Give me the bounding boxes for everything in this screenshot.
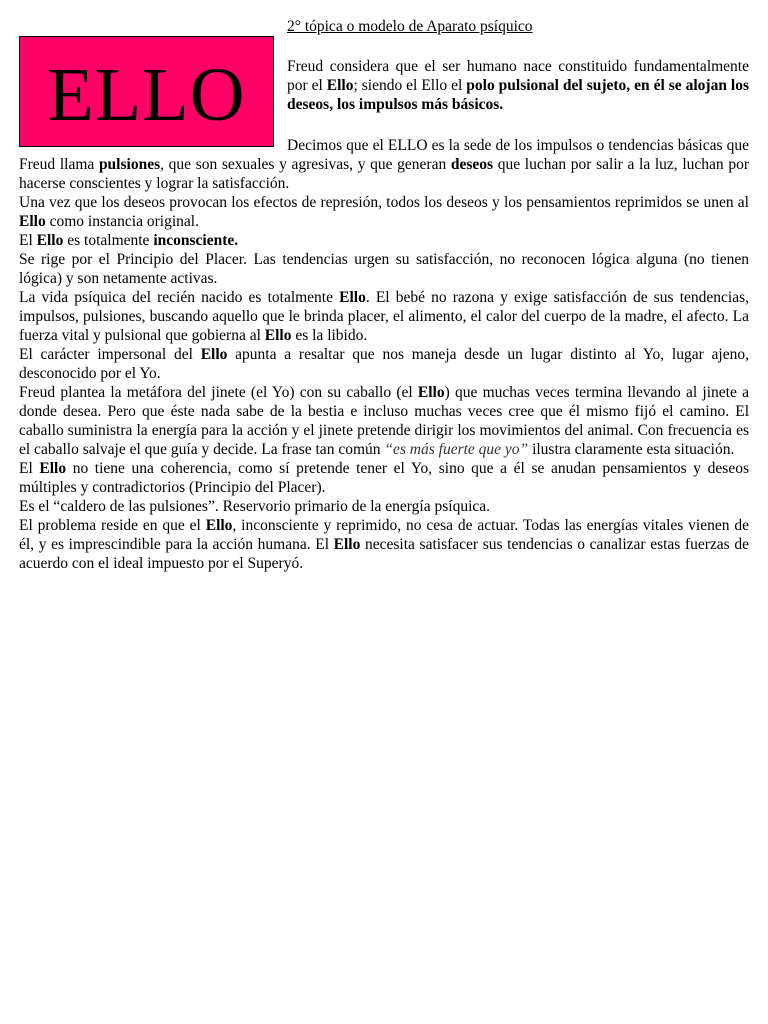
bold-term: inconsciente. — [153, 232, 239, 249]
bold-term: Ello — [339, 289, 366, 306]
paragraph-1 — [19, 136, 749, 193]
bold-term: Ello — [326, 77, 354, 94]
text-run: no tiene una coherencia, como sí pretende tener el Yo, sino que a él se anudan pensamientos y deseos múltiples y contradictorios (Principio del Placer). — [19, 460, 749, 496]
text-run: Decimos que el ELLO es la sede de los impulsos o tendencias básicas que Freud llama — [19, 137, 749, 173]
text-run: El carácter impersonal del — [19, 346, 201, 363]
intro-paragraph — [287, 57, 749, 114]
bold-term: Ello — [205, 517, 233, 534]
text-run: es la libido. — [291, 327, 368, 344]
body-text — [19, 136, 749, 573]
paragraph-6 — [19, 345, 749, 383]
bold-term: Ello — [39, 460, 67, 477]
text-run: La vida psíquica del recién nacido es totalmente — [19, 289, 340, 306]
bold-term: pulsiones — [98, 156, 161, 173]
text-run: , inconsciente y reprimido, no cesa de actuar. Todas las energías vitales vienen de él, y es imprescindible para la acción humana. El — [19, 517, 749, 553]
bold-term: deseos — [450, 156, 494, 173]
text-run: es totalmente — [63, 232, 154, 249]
paragraph-7 — [19, 383, 749, 459]
bold-term: Ello — [200, 346, 228, 363]
text-run: , que son sexuales y agresivas, y que generan — [160, 156, 451, 173]
text-run: que luchan por salir a la luz, luchan por hacerse conscientes y lograr la satisfacción. — [19, 156, 749, 192]
paragraph-10 — [19, 516, 749, 573]
text-run: ilustra claramente esta situación. — [528, 441, 735, 458]
text-run: Freud considera que el ser humano nace constituido fundamentalmente por el — [287, 58, 749, 94]
bold-term: polo pulsional del sujeto, en él se alojan los deseos, los impulsos más básicos. — [287, 77, 749, 113]
bold-term: Ello — [36, 232, 64, 249]
text-run: como instancia original. — [45, 213, 199, 230]
paragraph-3 — [19, 231, 749, 250]
paragraph-2 — [19, 193, 749, 231]
text-run: El — [19, 460, 40, 477]
bold-term: Ello — [333, 536, 361, 553]
text-run: El — [19, 232, 37, 249]
text-run: apunta a resaltar que nos maneja desde un lugar distinto al Yo, lugar ajeno, desconocido por el Yo. — [19, 346, 749, 382]
italic-quote: “es más fuerte que yo” — [384, 441, 529, 458]
text-run: necesita satisfacer sus tendencias o canalizar estas fuerzas de acuerdo con el ideal impuesto por el Superyó. — [19, 536, 749, 572]
paragraph-8 — [19, 459, 749, 497]
text-run: El problema reside en que el — [19, 517, 206, 534]
bold-term: Ello — [264, 327, 292, 344]
text-run: Es el “caldero de las pulsiones”. Reservorio primario de la energía psíquica. — [19, 498, 491, 515]
text-run: Se rige por el Principio del Placer. Las tendencias urgen su satisfacción, no reconocen lógica alguna (no tienen lógica) y son netamente activas. — [19, 251, 749, 287]
text-run: ) que muchas veces termina llevando al jinete a donde desea. Pero que éste nada sabe de la bestia e incluso muchas veces cree que él mismo fijó el camino. El caballo suministra la energía para la acción y el jinete pretende dirigir los movimientos del animal. Con frecuencia es el caballo salvaje el que guía y decide. La frase tan común — [19, 384, 749, 458]
text-run: Una vez que los deseos provocan los efectos de represión, todos los deseos y los pensamientos reprimidos se unen al — [19, 194, 749, 211]
bold-term: Ello — [19, 213, 46, 230]
ello-logo-box — [19, 36, 274, 147]
paragraph-5 — [19, 288, 749, 345]
page-title: 2° tópica o modelo de Aparato psíquico — [287, 18, 533, 35]
text-run: ; siendo el Ello el — [353, 77, 467, 94]
paragraph-9 — [19, 497, 749, 516]
ello-logo-word: ELLO — [47, 52, 246, 137]
paragraph-4 — [19, 250, 749, 288]
bold-term: Ello — [417, 384, 445, 401]
text-run: . El bebé no razona y exige satisfacción de sus tendencias, impulsos, pulsiones, buscando aquello que le brinda placer, el alimento, el calor del cuerpo de la madre, el afecto. La fuerza vital y pulsional que gobierna al — [19, 289, 749, 344]
text-run: Freud plantea la metáfora del jinete (el Yo) con su caballo (el — [19, 384, 418, 401]
